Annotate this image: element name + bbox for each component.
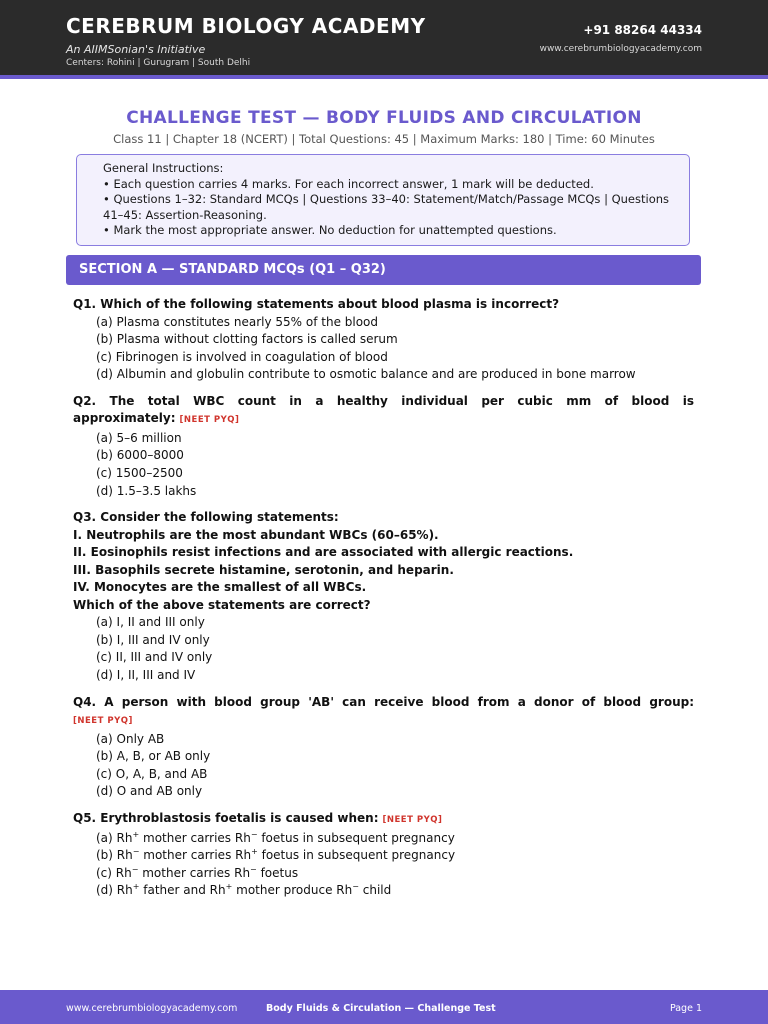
option-a: (a) 5–6 million [96, 430, 182, 445]
section-a-header: SECTION A — STANDARD MCQs (Q1 – Q32) [66, 255, 701, 285]
test-title: CHALLENGE TEST — BODY FLUIDS AND CIRCULATION [126, 108, 642, 128]
option-b: (b) I, III and IV only [96, 632, 210, 647]
question-text-line: Which of the above statements are correct? [73, 597, 371, 612]
instruction-item: • Mark the most appropriate answer. No deduction for unattempted questions. [103, 223, 557, 238]
header-accent-bar [0, 75, 768, 79]
question-4 [73, 694, 694, 801]
header-website: www.cerebrumbiologyacademy.com [539, 44, 702, 54]
option-list [73, 314, 694, 384]
question-1 [73, 296, 694, 384]
neet-pyq-tag: [NEET PYQ] [73, 716, 133, 727]
footer-title: Body Fluids & Circulation — Challenge Test [266, 1003, 496, 1014]
option-d: (d) Rh+ father and Rh+ mother produce Rh− child [96, 882, 392, 898]
neet-pyq-tag: [NEET PYQ] [382, 815, 443, 825]
option-d: (d) O and AB only [96, 784, 203, 799]
instruction-item: • Questions 1–32: Standard MCQs | Questions 33–40: Statement/Match/Passage MCQs | Questions [103, 192, 670, 207]
statement-line: IV. Monocytes are the smallest of all WBCs. [73, 580, 367, 595]
question-text-line: approximately: [73, 411, 176, 426]
question-list [73, 296, 694, 909]
question-2 [73, 393, 694, 500]
option-a: (a) Plasma constitutes nearly 55% of the blood [96, 314, 379, 329]
option-b: (b) 6000–8000 [96, 448, 184, 463]
question-text-line: Q4. A person with blood group 'AB' can receive blood from a donor of blood group: [73, 694, 694, 709]
question-text: Q1. Which of the following statements about blood plasma is incorrect? [73, 297, 560, 311]
option-b: (b) A, B, or AB only [96, 749, 211, 764]
centers-list: Centers: Rohini | Gurugram | South Delhi [66, 58, 251, 68]
question-text [73, 509, 694, 614]
option-a: (a) Rh+ mother carries Rh− foetus in subsequent pregnancy [96, 829, 455, 845]
instructions-box [76, 154, 690, 246]
option-b: (b) Plasma without clotting factors is called serum [96, 332, 398, 347]
option-c: (c) O, A, B, and AB [96, 766, 208, 781]
page-number: Page 1 [669, 1003, 702, 1014]
option-c: (c) 1500–2500 [96, 466, 183, 481]
neet-pyq-tag: [NEET PYQ] [179, 415, 240, 426]
statement-line: III. Basophils secrete histamine, serotonin, and heparin. [73, 562, 454, 577]
option-d: (d) Albumin and globulin contribute to osmotic balance and are produced in bone marrow [96, 367, 636, 382]
option-d: (d) I, II, III and IV [96, 668, 196, 683]
footer-website: www.cerebrumbiologyacademy.com [66, 1003, 238, 1014]
instruction-item: • Each question carries 4 marks. For each incorrect answer, 1 mark will be deducted. [103, 176, 594, 191]
question-text [73, 810, 694, 830]
option-c: (c) II, III and IV only [96, 650, 213, 665]
page-header [0, 0, 768, 75]
question-text-line: Q3. Consider the following statements: [73, 510, 339, 525]
brand-tagline: An AIIMSonian's Initiative [66, 43, 206, 56]
contact-phone: +91 88264 44334 [583, 23, 702, 37]
brand-name: CEREBRUM BIOLOGY ACADEMY [66, 14, 426, 38]
instructions-heading: General Instructions: [103, 161, 224, 175]
option-c: (c) Rh− mother carries Rh− foetus [96, 864, 299, 880]
option-b: (b) Rh− mother carries Rh+ foetus in subsequent pregnancy [96, 847, 456, 863]
page-footer [0, 990, 768, 1024]
statement-line: II. Eosinophils resist infections and are associated with allergic reactions. [73, 545, 574, 560]
statement-line: I. Neutrophils are the most abundant WBCs (60–65%). [73, 527, 439, 542]
test-subtitle: Class 11 | Chapter 18 (NCERT) | Total Questions: 45 | Maximum Marks: 180 | Time: 60 Minutes [113, 132, 655, 146]
option-a: (a) Only AB [96, 731, 165, 746]
option-list [73, 430, 694, 500]
instruction-item: 41–45: Assertion-Reasoning. [103, 207, 267, 222]
question-3 [73, 509, 694, 684]
question-text-line: Q5. Erythroblastosis foetalis is caused when: [73, 811, 379, 825]
option-list [73, 731, 694, 801]
question-text [73, 694, 694, 731]
option-a: (a) I, II and III only [96, 615, 205, 630]
question-text-line: Q2. The total WBC count in a healthy individual per cubic mm of blood is [73, 393, 694, 408]
option-list [73, 614, 694, 684]
question-text [73, 393, 694, 430]
option-d: (d) 1.5–3.5 lakhs [96, 483, 197, 498]
option-list [73, 830, 694, 900]
question-5 [73, 810, 694, 900]
option-c: (c) Fibrinogen is involved in coagulation of blood [96, 349, 388, 364]
